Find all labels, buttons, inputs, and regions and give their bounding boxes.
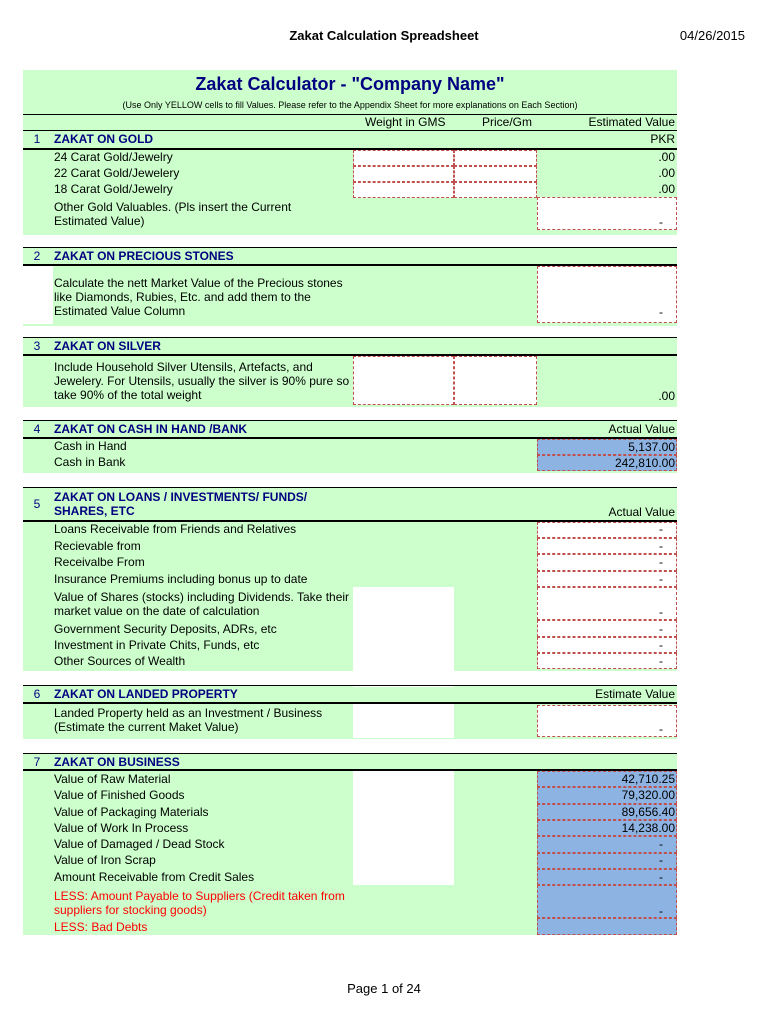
gold-24-weight-input[interactable]	[353, 150, 454, 166]
section-rule	[23, 685, 677, 686]
receivable-from-input[interactable]	[537, 538, 677, 554]
section-number: 6	[33, 687, 41, 701]
section-number: 7	[33, 755, 41, 769]
damaged-stock-value: -	[659, 837, 663, 851]
work-in-process-label: Value of Work In Process	[54, 821, 189, 835]
finished-goods-label: Value of Finished Goods	[54, 788, 185, 802]
section-number: 2	[33, 249, 41, 263]
col-header-actual-value: Actual Value	[608, 505, 675, 519]
iron-scrap-value: -	[659, 853, 663, 867]
gold-24-label: 24 Carat Gold/Jewelry	[54, 150, 173, 164]
stones-value: -	[659, 305, 663, 319]
insurance-premiums-label: Insurance Premiums including bonus up to date	[54, 572, 308, 586]
credit-sales-cell[interactable]	[537, 869, 677, 885]
less-bad-debts-label: LESS: Bad Debts	[54, 920, 148, 934]
document-header-title: Zakat Calculation Spreadsheet	[289, 28, 479, 43]
section-title-gold: ZAKAT ON GOLD	[54, 132, 154, 146]
less-bad-debts-cell[interactable]	[537, 918, 677, 935]
less-payable-cell[interactable]	[537, 885, 677, 918]
receivable-from-2-label: Receivalbe From	[54, 555, 145, 569]
col-header-estimated: Estimated Value	[588, 115, 675, 129]
finished-goods-value: 79,320.00	[621, 788, 675, 802]
silver-value: .00	[658, 389, 675, 403]
work-in-process-value: 14,238.00	[621, 821, 675, 835]
raw-material-value: 42,710.25	[621, 772, 675, 786]
gold-other-value: -	[659, 215, 663, 229]
section-rule	[23, 247, 677, 248]
other-sources-value: -	[659, 654, 663, 668]
gold-other-label: Other Gold Valuables. (Pls insert the Current Estimated Value)	[54, 200, 292, 228]
silver-description: Include Household Silver Utensils, Artefacts, and Jewelery. For Utensils, usually the silver is 90% pure so take 90% of the total weight	[54, 360, 350, 402]
gold-18-value: .00	[658, 182, 675, 196]
section-title-cash: ZAKAT ON CASH IN HAND /BANK	[54, 422, 248, 436]
private-chits-label: Investment in Private Chits, Funds, etc	[54, 638, 260, 652]
less-payable-label: LESS: Amount Payable to Suppliers (Credit taken from suppliers for stocking goods)	[54, 889, 345, 917]
document-header-date: 04/26/2015	[679, 28, 745, 43]
government-deposits-input[interactable]	[537, 620, 677, 637]
section-number: 1	[33, 132, 41, 146]
zakat-calculator-sheet	[23, 70, 677, 935]
section-title-loans: ZAKAT ON LOANS / INVESTMENTS/ FUNDS/ SHARES, ETC	[54, 490, 308, 518]
cash-in-bank-label: Cash in Bank	[54, 455, 126, 469]
section-rule	[23, 487, 677, 488]
col-header-weight: Weight in GMS	[365, 115, 446, 129]
section-number: 3	[33, 339, 41, 353]
credit-sales-label: Amount Receivable from Credit Sales	[54, 870, 255, 884]
gold-18-price-input[interactable]	[454, 182, 537, 198]
loans-friends-input[interactable]	[537, 522, 677, 538]
property-weight-blank	[353, 704, 454, 738]
receivable-from-2-value: -	[659, 555, 663, 569]
currency-label: PKR	[650, 132, 675, 146]
loans-friends-value: -	[659, 522, 663, 536]
stones-value-input[interactable]	[537, 266, 677, 323]
silver-weight-input[interactable]	[353, 356, 454, 405]
section-spacer	[23, 235, 677, 247]
section-spacer	[23, 473, 677, 487]
shares-input[interactable]	[537, 587, 677, 620]
section-title-property: ZAKAT ON LANDED PROPERTY	[54, 687, 238, 701]
shares-label: Value of Shares (stocks) including Dividends. Take their market value on the date of calculation	[54, 590, 350, 618]
packaging-materials-value: 89,656.40	[621, 805, 675, 819]
iron-scrap-label: Value of Iron Scrap	[54, 853, 156, 867]
section-spacer	[23, 671, 677, 685]
damaged-stock-label: Value of Damaged / Dead Stock	[54, 837, 225, 851]
receivable-from-2-input[interactable]	[537, 554, 677, 571]
other-sources-label: Other Sources of Wealth	[54, 654, 186, 668]
cash-in-hand-label: Cash in Hand	[54, 439, 127, 453]
section-title-stones: ZAKAT ON PRECIOUS STONES	[54, 249, 234, 263]
col-header-estimate-value: Estimate Value	[595, 687, 675, 701]
header-rule	[23, 114, 677, 115]
loans-friends-label: Loans Receivable from Friends and Relatives	[54, 522, 297, 536]
credit-sales-value: -	[659, 870, 663, 884]
section-title-silver: ZAKAT ON SILVER	[54, 339, 161, 353]
section-rule	[23, 354, 677, 356]
gold-18-weight-input[interactable]	[353, 182, 454, 198]
col-header-price: Price/Gm	[482, 115, 533, 129]
government-deposits-value: -	[659, 622, 663, 636]
gold-22-label: 22 Carat Gold/Jewelery	[54, 166, 180, 180]
instruction-text: (Use Only YELLOW cells to fill Values. Please refer to the Appendix Sheet for more explanations on Each Section)	[122, 100, 578, 110]
gold-24-price-input[interactable]	[454, 150, 537, 166]
page-indicator: Page 1 of 24	[347, 981, 421, 996]
section-number: 4	[33, 422, 41, 436]
iron-scrap-cell[interactable]	[537, 853, 677, 869]
private-chits-input[interactable]	[537, 637, 677, 653]
property-value: -	[659, 722, 663, 736]
cash-in-hand-value: 5,137.00	[628, 440, 675, 454]
shares-value: -	[659, 605, 663, 619]
section-rule	[23, 420, 677, 421]
gold-22-weight-input[interactable]	[353, 166, 454, 182]
cash-in-bank-value: 242,810.00	[614, 456, 675, 470]
calculator-title: Zakat Calculator - "Company Name"	[195, 74, 505, 94]
gold-22-price-input[interactable]	[454, 166, 537, 182]
section-spacer	[23, 739, 677, 753]
insurance-premiums-input[interactable]	[537, 571, 677, 587]
packaging-materials-label: Value of Packaging Materials	[54, 805, 209, 819]
section-spacer	[23, 326, 677, 337]
property-description: Landed Property held as an Investment / Business (Estimate the current Maket Value)	[54, 706, 323, 734]
col-header-actual-value: Actual Value	[608, 422, 675, 436]
property-value-input[interactable]	[537, 705, 677, 737]
raw-material-label: Value of Raw Material	[54, 772, 171, 786]
section-number: 5	[33, 497, 41, 511]
gold-22-value: .00	[658, 166, 675, 180]
government-deposits-label: Government Security Deposits, ADRs, etc	[54, 622, 277, 636]
section-rule	[23, 337, 677, 338]
gold-24-value: .00	[658, 150, 675, 164]
header-rule-bottom	[23, 130, 677, 131]
section-rule	[23, 753, 677, 754]
less-payable-value: -	[659, 904, 663, 918]
receivable-from-value: -	[659, 539, 663, 553]
gold-other-value-input[interactable]	[537, 197, 677, 230]
section-spacer	[23, 407, 677, 420]
business-weight-blank	[353, 771, 454, 885]
gold-18-label: 18 Carat Gold/Jewelry	[54, 182, 173, 196]
stones-description: Calculate the nett Market Value of the Precious stones like Diamonds, Rubies, Etc. and add them to the Estimated Value Column	[54, 276, 343, 318]
receivable-from-label: Recievable from	[54, 539, 141, 553]
section-margin	[23, 266, 53, 324]
section-title-business: ZAKAT ON BUSINESS	[54, 755, 180, 769]
insurance-premiums-value: -	[659, 572, 663, 586]
other-sources-input[interactable]	[537, 653, 677, 669]
damaged-stock-cell[interactable]	[537, 836, 677, 853]
section-rule	[23, 702, 677, 704]
silver-price-input[interactable]	[454, 356, 537, 405]
private-chits-value: -	[659, 638, 663, 652]
